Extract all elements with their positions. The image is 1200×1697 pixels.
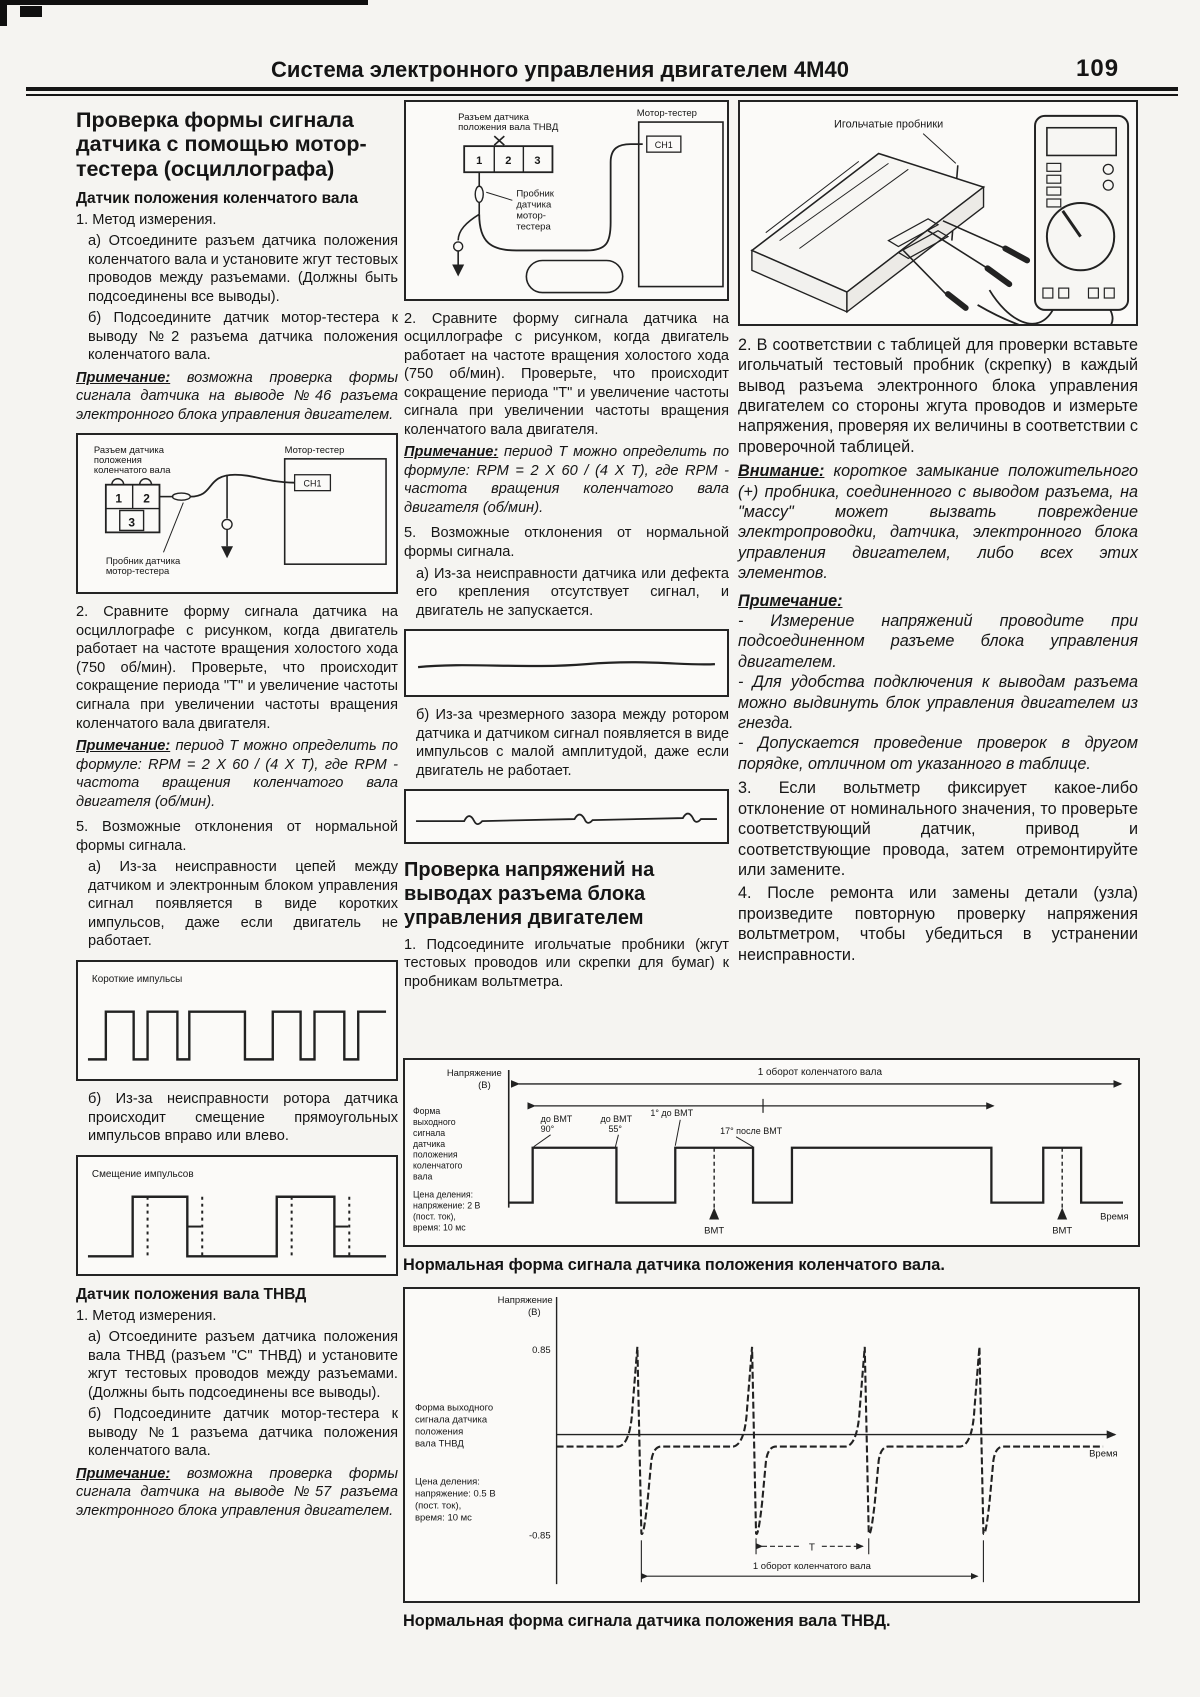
revolution-label: 1 оборот коленчатого вала: [757, 1066, 883, 1078]
needle-probes-figure: [738, 100, 1138, 326]
note-text: период Т можно определить по формуле: RPM = 2 X 60 / (4 X Т), где RPM - частота вращения коленчатого вала двигателя (об/мин).: [76, 738, 398, 810]
pin-number: 3: [534, 155, 541, 168]
note-text: возможна проверка формы сигнала датчика на выводе №57 разъема электронного блока управления двигателем.: [76, 1465, 398, 1519]
paragraph: 2. Сравните форму сигнала датчика на осциллографе с рисунком, когда двигатель работает на частоте вращения холостого хода (750 об/мин). Проверьте, что происходит сокращение периода "Т" и увеличение частоты сигнала при увеличении частоты вращения коленчатого вала двигателя.: [404, 310, 729, 438]
svg-text:мотор-тестера: мотор-тестера: [105, 565, 170, 577]
flat-line-waveform: [406, 631, 727, 695]
note-bullet: - Для удобства подключения к выводам разъема можно выдвинуть блок управления двигателем из гнезда.: [738, 673, 1138, 733]
needle-probes-label: Игольчатые пробники: [834, 118, 944, 131]
page-title: Система электронного управления двигателем 4М40: [271, 57, 849, 82]
connector-label: Разъем датчика: [93, 444, 164, 456]
tdc-label: ВМТ: [704, 1225, 725, 1237]
middle-column: [404, 100, 729, 994]
period-label: Т: [808, 1542, 815, 1554]
svg-text:сигнала датчика: сигнала датчика: [414, 1415, 488, 1427]
paragraph: 5. Возможные отклонения от нормальной формы сигнала.: [404, 525, 729, 560]
svg-text:положения вала ТНВД: положения вала ТНВД: [458, 122, 559, 134]
waveform-label: Смещение импульсов: [91, 1168, 194, 1180]
warning-label: Внимание:: [738, 462, 825, 481]
probe-label: Пробник: [516, 188, 554, 200]
pin-number: 3: [128, 515, 135, 530]
needle-probes-illustration: [740, 102, 1136, 324]
subheading-pump-sensor: Датчик положения вала ТНВД: [76, 1286, 307, 1304]
paragraph: а) Из-за неисправности цепей между датчиком и электронным блоком управления сигнал появляется в виде коротких импульсов, даже если двигатель не работает.: [88, 859, 398, 950]
tester-label: Мотор-тестер: [284, 444, 345, 456]
note-label: Примечание:: [404, 444, 499, 461]
signal-description: Форма: [412, 1105, 441, 1116]
svg-text:(пост. ток),: (пост. ток),: [412, 1211, 456, 1222]
shifted-pulses-figure: [76, 1155, 398, 1276]
left-column: [76, 106, 398, 1528]
connector-label: Разъем датчика: [458, 112, 529, 124]
svg-text:вала ТНВД: вала ТНВД: [414, 1439, 464, 1451]
chart-caption: Нормальная форма сигнала датчика положения коленчатого вала.: [403, 1256, 945, 1275]
svg-text:выходного: выходного: [412, 1116, 456, 1127]
pin-number: 1: [115, 491, 123, 506]
crank-signal-oscillogram: [405, 1060, 1138, 1245]
tdc-label: ВМТ: [1052, 1225, 1073, 1237]
paragraph: 1. Метод измерения.: [76, 1307, 217, 1324]
scan-artifact: [20, 6, 42, 17]
pump-signal-chart: [403, 1287, 1140, 1602]
paragraph: а) Отсоедините разъем датчика положения вала ТНВД (разъем "С" ТНВД) и установите жгут тестовых проводов между разъемами. (Должны быть подсоединены все выводы).: [88, 1329, 398, 1401]
pump-sensor-connection-figure: [404, 100, 729, 301]
svg-text:датчика: датчика: [412, 1138, 446, 1149]
svg-text:90°: 90°: [540, 1123, 555, 1134]
warning-note: [738, 461, 1138, 583]
crank-signal-chart: [403, 1058, 1140, 1247]
svg-text:вала: вала: [412, 1171, 433, 1182]
scan-artifact: [0, 0, 7, 26]
y-axis-label: Напряжение: [497, 1295, 553, 1307]
oscillogram-section: [403, 1058, 1140, 1643]
note-label: Примечание:: [738, 591, 843, 610]
paragraph: а) Отсоедините разъем датчика положения коленчатого вала и установите жгут тестовых проводов между разъемами. (Должны быть подсоединены все выводы).: [88, 233, 398, 305]
time-axis-label: Время: [1100, 1211, 1129, 1223]
pump-signal-oscillogram: [405, 1289, 1138, 1600]
paragraph: б) Подсоедините датчик мотор-тестера к выводу №1 разъема датчика положения коленчатого вала.: [88, 1406, 398, 1460]
y-min-tick: -0.85: [529, 1530, 551, 1542]
svg-text:(В): (В): [478, 1079, 491, 1091]
paragraph: б) Из-за неисправности ротора датчика происходит смещение прямоугольных импульсов вправо или влево.: [88, 1091, 398, 1145]
svg-text:положения: положения: [93, 454, 142, 466]
note-bullet: - Измерение напряжений проводите при подсоединенном разъеме блока управления двигателем.: [738, 612, 1138, 671]
svg-text:тестера: тестера: [516, 221, 551, 233]
svg-text:положения: положения: [412, 1149, 458, 1160]
note-text: возможна проверка формы сигнала датчика на выводе №46 разъема электронного блока управления двигателем.: [76, 369, 398, 423]
svg-text:55°: 55°: [608, 1123, 623, 1134]
note: [76, 1465, 398, 1521]
paragraph: 5. Возможные отклонения от нормальной формы сигнала.: [76, 819, 398, 854]
svg-text:сигнала: сигнала: [412, 1127, 446, 1138]
time-axis-label: Время: [1089, 1449, 1118, 1461]
svg-text:(В): (В): [528, 1307, 541, 1319]
waveform-label: Короткие импульсы: [91, 973, 183, 985]
note-label: Примечание:: [76, 369, 171, 386]
svg-text:время: 10 мс: время: 10 мс: [414, 1512, 472, 1524]
ground-probe-icon: [452, 265, 464, 277]
annotation: 1° до ВМТ: [650, 1107, 694, 1118]
paragraph: 2. В соответствии с таблицей для проверки вставьте игольчатый тестовый пробник (скрепку) в каждый вывод разъема электронного блока управления двигателем со стороны жгута проводов и измерьте напряжения, проверяя их величины в соответствии с проверочной таблицей.: [738, 335, 1138, 456]
paragraph: а) Из-за неисправности датчика или дефекта его крепления отсутствует сигнал, и двигатель не запускается.: [416, 565, 729, 619]
scale-description: Цена деления:: [412, 1189, 474, 1200]
pin-number: 2: [143, 491, 150, 506]
section-heading-voltage-check: Проверка напряжений на выводах разъема блока управления двигателем: [404, 858, 655, 929]
svg-text:датчика: датчика: [516, 199, 552, 211]
short-pulses-figure: [76, 960, 398, 1081]
note: [738, 591, 1138, 611]
note: [404, 443, 729, 517]
note-text: период Т можно определить по формуле: RPM = 2 X 60 / (4 X Т), где RPM - частота вращения коленчатого вала двигателя (об/мин).: [404, 444, 729, 516]
note-label: Примечание:: [76, 1465, 171, 1482]
paragraph: б) Подсоедините датчик мотор-тестера к выводу №2 разъема датчика положения коленчатого вала.: [88, 310, 398, 364]
paragraph: 2. Сравните форму сигнала датчика на осциллографе с рисунком, когда двигатель работает на частоте вращения холостого хода (750 об/мин). Проверьте, что происходит сокращение периода "Т" и увеличение частоты сигнала при увеличении частоты вращения коленчатого вала двигателя.: [76, 604, 398, 732]
header-rule: [26, 87, 1178, 96]
svg-text:напряжение: 2 В: напряжение: 2 В: [412, 1200, 481, 1211]
scale-description: Цена деления:: [414, 1476, 480, 1488]
annotation: 17° после ВМТ: [720, 1125, 783, 1136]
paragraph: 4. После ремонта или замены детали (узла) произведите повторную проверку напряжения вольтметром, чтобы убедиться в устранении неисправности.: [738, 884, 1138, 964]
svg-text:коленчатого: коленчатого: [412, 1160, 463, 1171]
probe-label: Пробник датчика: [105, 555, 181, 567]
right-column: [738, 100, 1138, 968]
paragraph: 1. Подсоедините игольчатые пробники (жгут тестовых проводов или скрепки для бумаг) к пробникам вольтметра.: [404, 936, 729, 990]
multimeter-body: [1035, 116, 1128, 310]
pin-number: 2: [505, 155, 512, 168]
paragraph: б) Из-за чрезмерного зазора между ротором датчика и датчиком сигнал появляется в виде импульсов с малой амплитудой, даже если двигатель не работает.: [416, 707, 729, 779]
low-amplitude-figure: [404, 789, 729, 843]
section-heading-signal-check: Проверка формы сигнала датчика с помощью мотор-тестера (осциллографа): [76, 108, 367, 181]
annotation: до ВМТ: [600, 1113, 633, 1124]
signal-description: Форма выходного: [414, 1403, 494, 1415]
svg-text:напряжение: 0.5 В: напряжение: 0.5 В: [414, 1488, 496, 1500]
warning-text: короткое замыкание положительного (+) пробника, соединенного с выводом разъема, на "массу" может вызвать повреждение электропроводки, датчика, электронного блока управления двигателем, либо всех этих элементов.: [738, 462, 1139, 583]
subheading-crank-sensor: Датчик положения коленчатого вала: [76, 189, 359, 207]
shifted-pulses-waveform: [78, 1157, 396, 1274]
channel-label: CH1: [303, 479, 322, 490]
svg-text:положения: положения: [414, 1427, 464, 1439]
short-pulses-waveform: [78, 962, 396, 1079]
y-max-tick: 0.85: [532, 1345, 551, 1357]
paragraph: 3. Если вольтметр фиксирует какое-либо отклонение от номинального значения, то проверьте соответствующий датчик, привод и соответствующие провода, затем отремонтируйте или замените.: [738, 779, 1138, 879]
revolution-label: 1 оборот коленчатого вала: [752, 1561, 871, 1573]
chart-caption: Нормальная форма сигнала датчика положения вала ТНВД.: [403, 1611, 891, 1630]
crank-sensor-connection-figure: [76, 433, 398, 594]
y-axis-label: Напряжение: [446, 1067, 502, 1079]
pin-number: 1: [476, 155, 483, 168]
ground-probe-icon: [221, 547, 233, 559]
svg-text:(пост. ток),: (пост. ток),: [414, 1500, 462, 1512]
note-label: Примечание:: [76, 738, 171, 755]
svg-text:мотор-: мотор-: [516, 210, 546, 222]
note: [76, 737, 398, 811]
low-amplitude-waveform: [406, 791, 727, 841]
svg-text:время: 10 мс: время: 10 мс: [412, 1222, 466, 1233]
no-signal-figure: [404, 629, 729, 697]
svg-text:коленчатого вала: коленчатого вала: [93, 464, 171, 476]
page-number: 109: [1076, 55, 1120, 82]
crank-sensor-connection-diagram: [78, 435, 396, 592]
paragraph: 1. Метод измерения.: [76, 211, 217, 228]
note: [76, 369, 398, 425]
pump-sensor-connection-diagram: [406, 102, 727, 299]
tester-label: Мотор-тестер: [636, 108, 697, 120]
channel-label: CH1: [654, 140, 673, 151]
scan-artifact: [0, 0, 368, 5]
note-bullet: - Допускается проведение проверок в другом порядке, отличном от указанного в таблице.: [738, 734, 1138, 773]
annotation: до ВМТ: [540, 1113, 573, 1124]
